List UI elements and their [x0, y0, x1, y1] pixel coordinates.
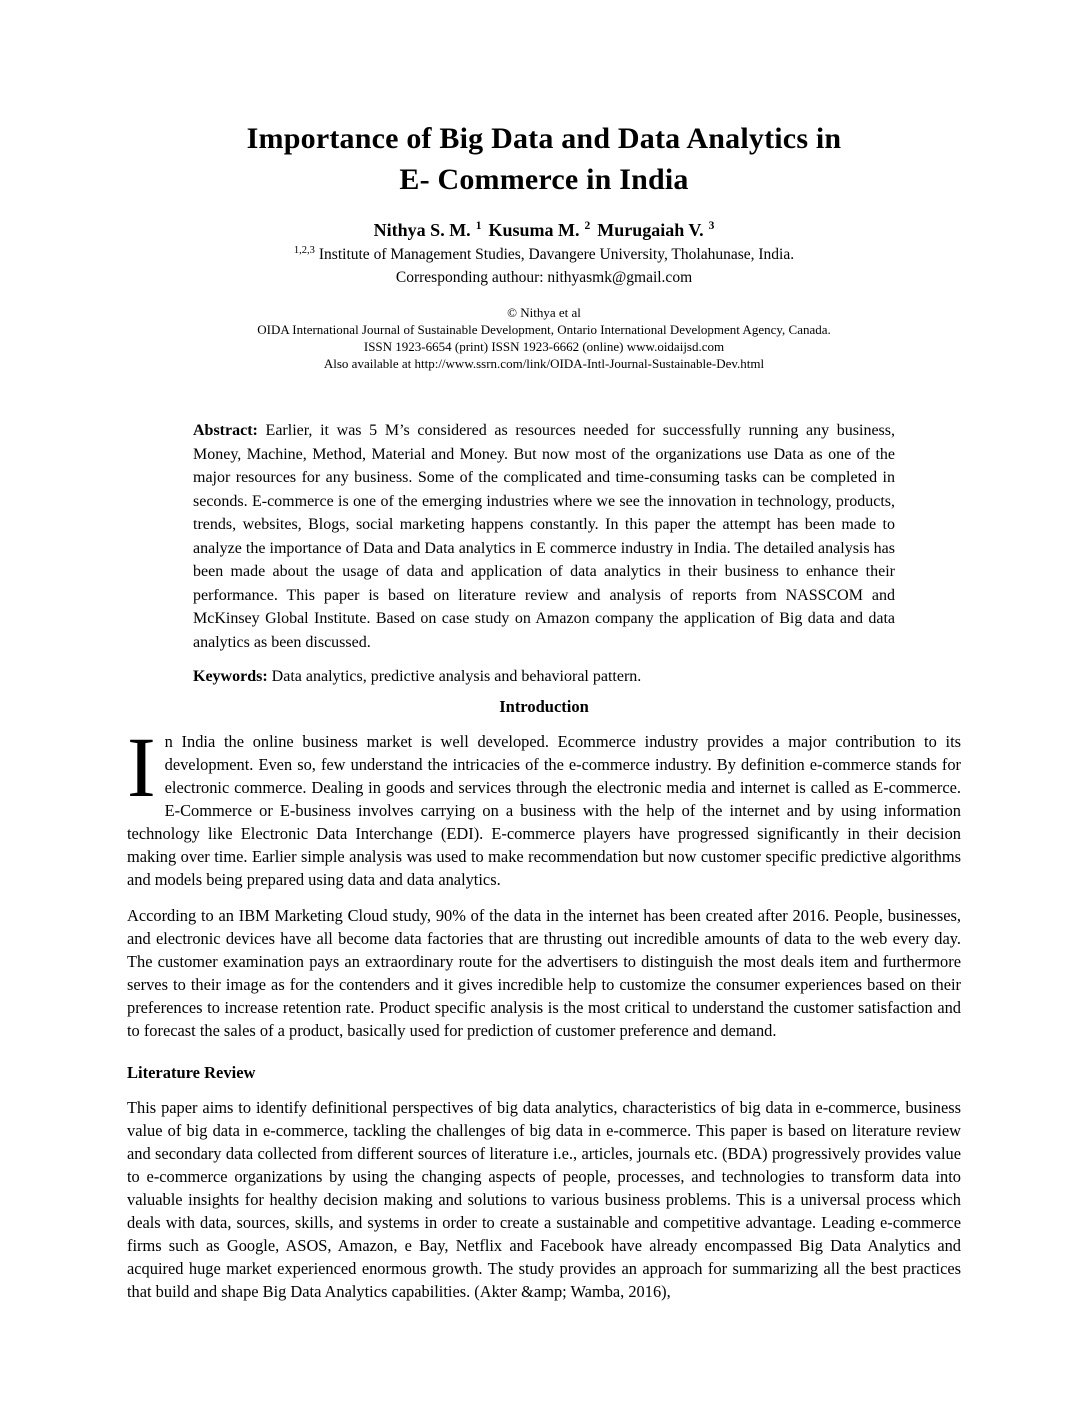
issn-line: ISSN 1923-6654 (print) ISSN 1923-6662 (online) www.oidaijsd.com: [363, 339, 725, 355]
copyright-line: © Nithya et al: [507, 305, 581, 321]
keywords-text: Data analytics, predictive analysis and behavioral pattern.: [271, 668, 642, 686]
keywords-line: [193, 668, 895, 686]
introduction-paragraph-1: [127, 719, 961, 891]
author-name-1: Nithya S. M.: [373, 220, 471, 240]
author-name-2: Kusuma M.: [488, 220, 580, 240]
introduction-dropcap: I: [127, 719, 156, 816]
paper-title-line-1: Importance of Big Data and Data Analytics in: [246, 122, 842, 155]
author-name-3: Murugaiah V.: [597, 220, 704, 240]
copyright-block: [127, 304, 961, 372]
authors-line: [127, 220, 961, 241]
paper-title-line-2: E- Commerce in India: [399, 163, 689, 196]
abstract-label: Abstract:: [193, 422, 258, 440]
literature-review-paragraph: This paper aims to identify definitional perspectives of big data analytics, characteristics of big data in e-commerce, business value of big data in e-commerce, tackling the challenges of big data in e-commerce. This paper is based on literature review and secondary data collected from different sources of literature i.e., articles, journals etc. (BDA) progressively provides value to e-commerce organizations by using the changing aspects of people, processes, and technologies to transform data into valuable insights for healthy decision making and solutions to various business problems. This is a universal process which deals with data, sources, skills, and systems in order to create a sustainable and competitive advantage. Leading e-commerce firms such as Google, ASOS, Amazon, e Bay, Netflix and Facebook have already encompassed Big Data Analytics and acquired huge market experienced enormous growth. The study provides an approach for summarizing all the best practices that build and shape Big Data Analytics capabilities. (Akter &amp; Wamba, 2016),: [127, 1098, 961, 1302]
abstract-text: Earlier, it was 5 M’s considered as resources needed for successfully running any business, Money, Machine, Method, Material and Money. But now most of the organizations use Data as one of the major resources for any business. Some of the complicated and time-consuming tasks can be completed in seconds. E-commerce is one of the emerging industries where we see the innovation in technology, products, trends, websites, Blogs, social marketing happens constantly. In this paper the attempt has been made to analyze the importance of Data and Data analytics in E commerce industry in India. The detailed analysis has been made about the usage of data and application of data analytics in their business to enhance their performance. This paper is based on literature review and analysis of reports from NASSCOM and McKinsey Global Institute. Based on case study on Amazon company the application of Big data and data analytics as been discussed.: [193, 422, 896, 651]
journal-line: OIDA International Journal of Sustainable Development, Ontario International Development Agency, Canada.: [257, 322, 831, 338]
introduction-heading: Introduction: [499, 697, 589, 717]
affiliation-superscript: 1,2,3: [293, 245, 315, 256]
introduction-paragraph-1-text: n India the online business market is well developed. Ecommerce industry provides a major contribution to its development. Even so, few understand the intricacies of the e-commerce industry. By definition e-commerce stands for electronic commerce. Dealing in goods and services through the electronic media and internet is called as E-commerce. E-Commerce or E-business involves carrying on a business with the help of the internet and by using information technology like Electronic Data Interchange (EDI). E-commerce players have progressed significantly in their decision making over time. Earlier simple analysis was used to make recommendation but now customer specific predictive algorithms and models being prepared using data and data analytics.: [127, 732, 961, 890]
author-superscript-2: 2: [584, 220, 591, 232]
affiliation-line: [127, 245, 961, 264]
keywords-label: Keywords:: [193, 668, 268, 686]
availability-line: Also available at http://www.ssrn.com/link/OIDA-Intl-Journal-Sustainable-Dev.html: [323, 356, 765, 372]
literature-review-heading: Literature Review: [127, 1063, 256, 1083]
author-superscript-3: 3: [708, 220, 715, 232]
affiliation-text: Institute of Management Studies, Davangere University, Tholahunase, India.: [318, 246, 795, 264]
introduction-paragraph-2: According to an IBM Marketing Cloud study, 90% of the data in the internet has been created after 2016. People, businesses, and electronic devices have all become data factories that are thrusting out incredible amounts of data to the web every day. The customer examination pays an extraordinary route for the advertisers to distinguish the most deals item and furthermore serves to their image as for the contenders and it gives incredible help to customize the consumer experiences based on their preferences to increase retention rate. Product specific analysis is the most critical to understand the customer satisfaction and to forecast the sales of a product, basically used for prediction of customer preference and demand.: [127, 906, 961, 1041]
abstract-paragraph: [193, 419, 895, 654]
corresponding-author-line: Corresponding authour: nithyasmk@gmail.com: [395, 269, 693, 287]
paper-title: [127, 118, 961, 200]
author-superscript-1: 1: [475, 220, 482, 232]
